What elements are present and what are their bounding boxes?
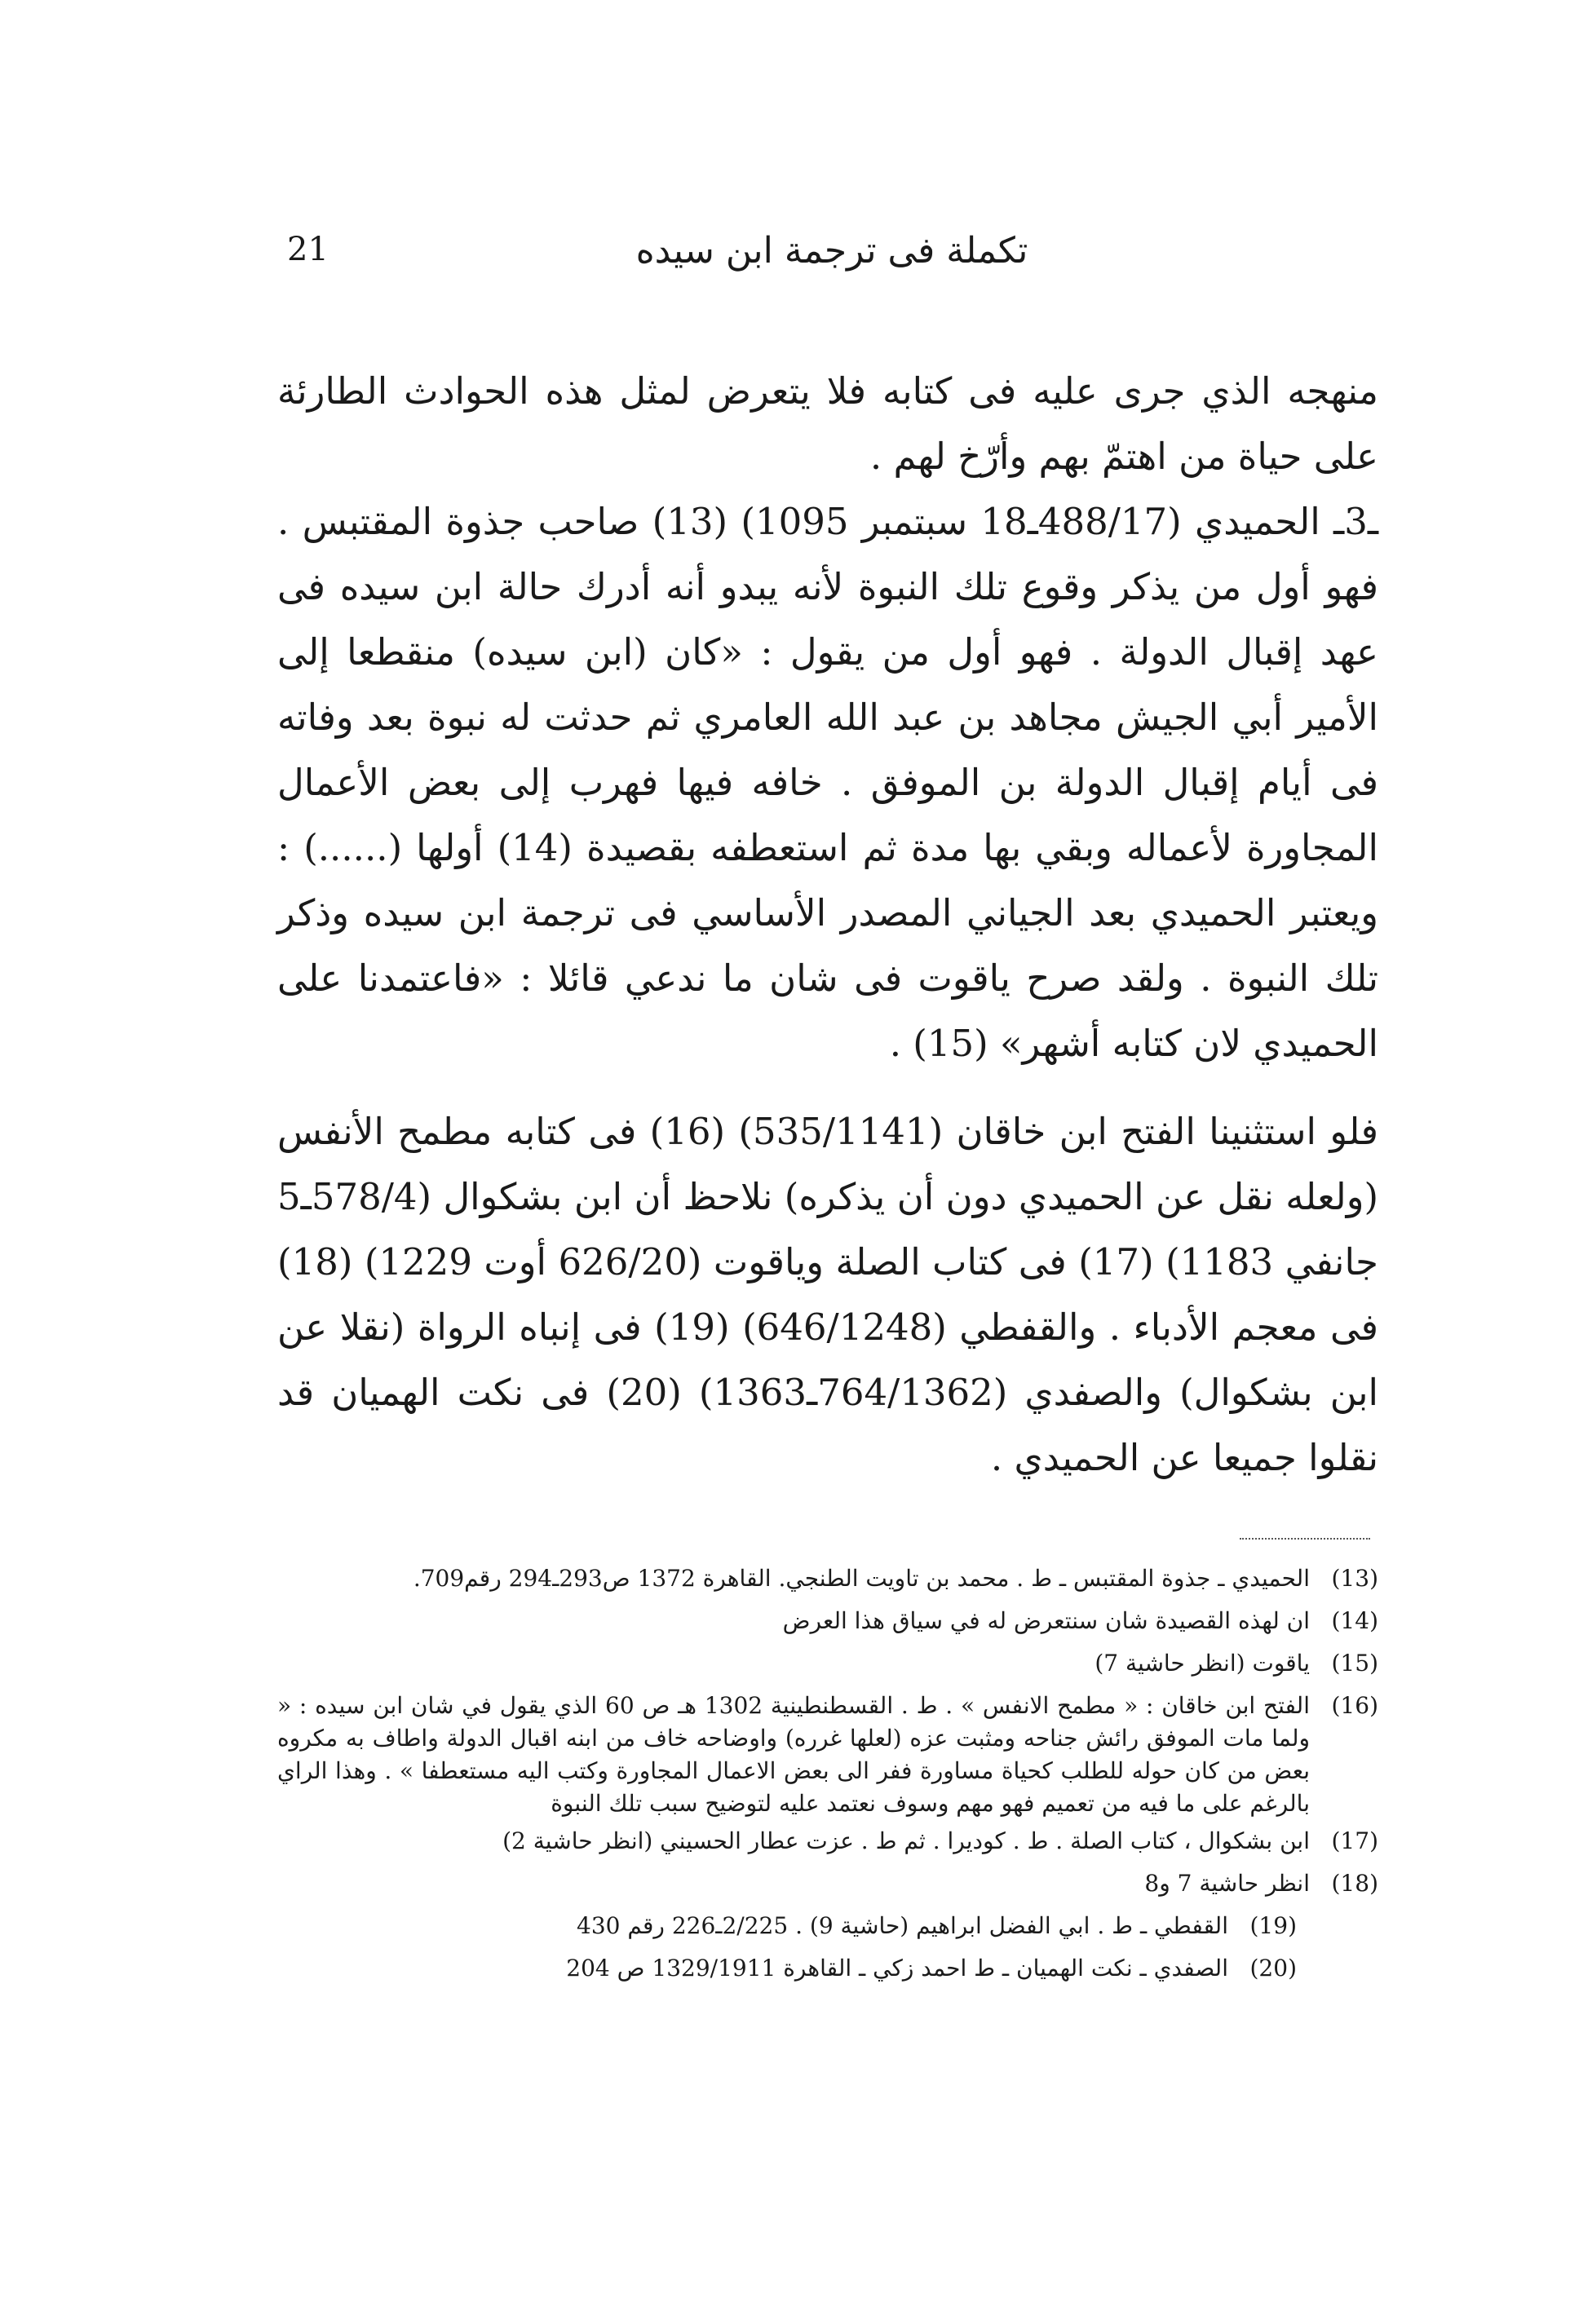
footnote-item [277,1685,1378,1820]
footnote-item [277,1600,1378,1642]
footnote-number: (13) [1331,1565,1378,1592]
footnote-item [277,1905,1378,1947]
running-title: تكملة فى ترجمة ابن سيده [635,230,1028,272]
main-text [277,359,1378,1491]
footnote-item [277,1862,1378,1905]
footnote-number: (19) [1249,1912,1297,1939]
footnote-text: القفطي ـ ط . ابي الفضل ابراهيم (حاشية 9) . 2/225ـ226 رقم 430 [577,1912,1228,1939]
footnote-number: (17) [1331,1827,1378,1854]
footnote-text: الصفدي ـ نكت الهميان ـ ط احمد زكي ـ القاهرة 1329/1911 ص 204 [566,1955,1228,1982]
footnote-number: (15) [1331,1650,1378,1677]
footnote-item [277,1947,1378,1990]
footnote-text: ان لهذه القصيدة شان سنتعرض له في سياق هذا العرض [782,1607,1310,1634]
footnote-text: الحميدي ـ جذوة المقتبس ـ ط . محمد بن تاويت الطنجي. القاهرة 1372 ص293ـ294 رقم709. [413,1565,1310,1592]
paragraph: منهجه الذي جرى عليه فى كتابه فلا يتعرض لمثل هذه الحوادث الطارئة على حياة من اهتمّ بهم وأرّخ لهم . [277,369,1378,478]
footnote-number: (14) [1331,1607,1378,1634]
footnote-text: ابن بشكوال ، كتاب الصلة . ط . كوديرا . ثم ط . عزت عطار الحسيني (انظر حاشية 2) [502,1827,1310,1854]
footnote-item [277,1642,1378,1685]
footnote-text: الفتح ابن خاقان : « مطمح الانفس » . ط . القسطنطينية 1302 هـ ص 60 الذي يقول في شان ابن سيده : « ولما مات الموفق رائش جناحه ومثبت عزه (لعلها غرره) واوضاحه خاف من ابنه اقبال الدولة واطاف به مكروه بعض من كان حوله للطلب كحياة مساورة ففر الى بعض الاعمال المجاورة وكتب اليه مستعطفا » . وهذا الراي بالرغم على ما فيه من تعميم فهو مهم وسوف نعتمد عليه لتوضيح سبب تلك النبوة [277,1692,1310,1817]
footnote-divider [1240,1538,1370,1540]
footnote-text: ياقوت (انظر حاشية 7) [1094,1650,1310,1677]
footnote-number: (20) [1249,1955,1297,1982]
footnote-item [277,1820,1378,1862]
paragraph: ـ3ـ الحميدي (488/17ـ18 سبتمبر 1095) (13) صاحب جذوة المقتبس . فهو أول من يذكر وقوع تلك النبوة لأنه يبدو أنه أدرك حالة ابن سيده فى عهد إقبال الدولة . فهو أول من يقول : «كان (ابن سيده) منقطعا إلى الأمير أبي الجيش مجاهد بن عبد الله العامري ثم حدثت له نبوة بعد وفاته فى أيام إقبال الدولة بن الموفق . خافه فيها فهرب إلى بعض الأعمال المجاورة لأعماله وبقي بها مدة ثم استعطفه بقصيدة (14) أولها (......) : ويعتبر الحميدي بعد الجياني المصدر الأساسي فى ترجمة ابن سيده وذكر تلك النبوة . ولقد صرح ياقوت فى شان ما ندعي قائلا : «فاعتمدنا على الحميدي لان كتابه أشهر» (15) . [277,500,1379,1065]
footnote-number: (18) [1331,1870,1378,1897]
page-number: 21 [287,231,329,268]
paragraph: فلو استثنينا الفتح ابن خاقان (535/1141) (16) فى كتابه مطمح الأنفس (ولعله نقل عن الحميدي دون أن يذكره) نلاحظ أن ابن بشكوال (578/4ـ5 جانفي 1183) (17) فى كتاب الصلة وياقوت (626/20 أوت 1229) (18) فى معجم الأدباء . والقفطي (646/1248) (19) فى إنباه الرواة (نقلا عن ابن بشكوال) والصفدي (764/1362ـ1363) (20) فى نكت الهميان قد نقلوا جميعا عن الحميدي . [277,1110,1379,1479]
footnote-number: (16) [1331,1692,1378,1719]
footnotes [277,1557,1378,1990]
footnote-item [277,1557,1378,1600]
footnote-text: انظر حاشية 7 و8 [1144,1870,1310,1897]
